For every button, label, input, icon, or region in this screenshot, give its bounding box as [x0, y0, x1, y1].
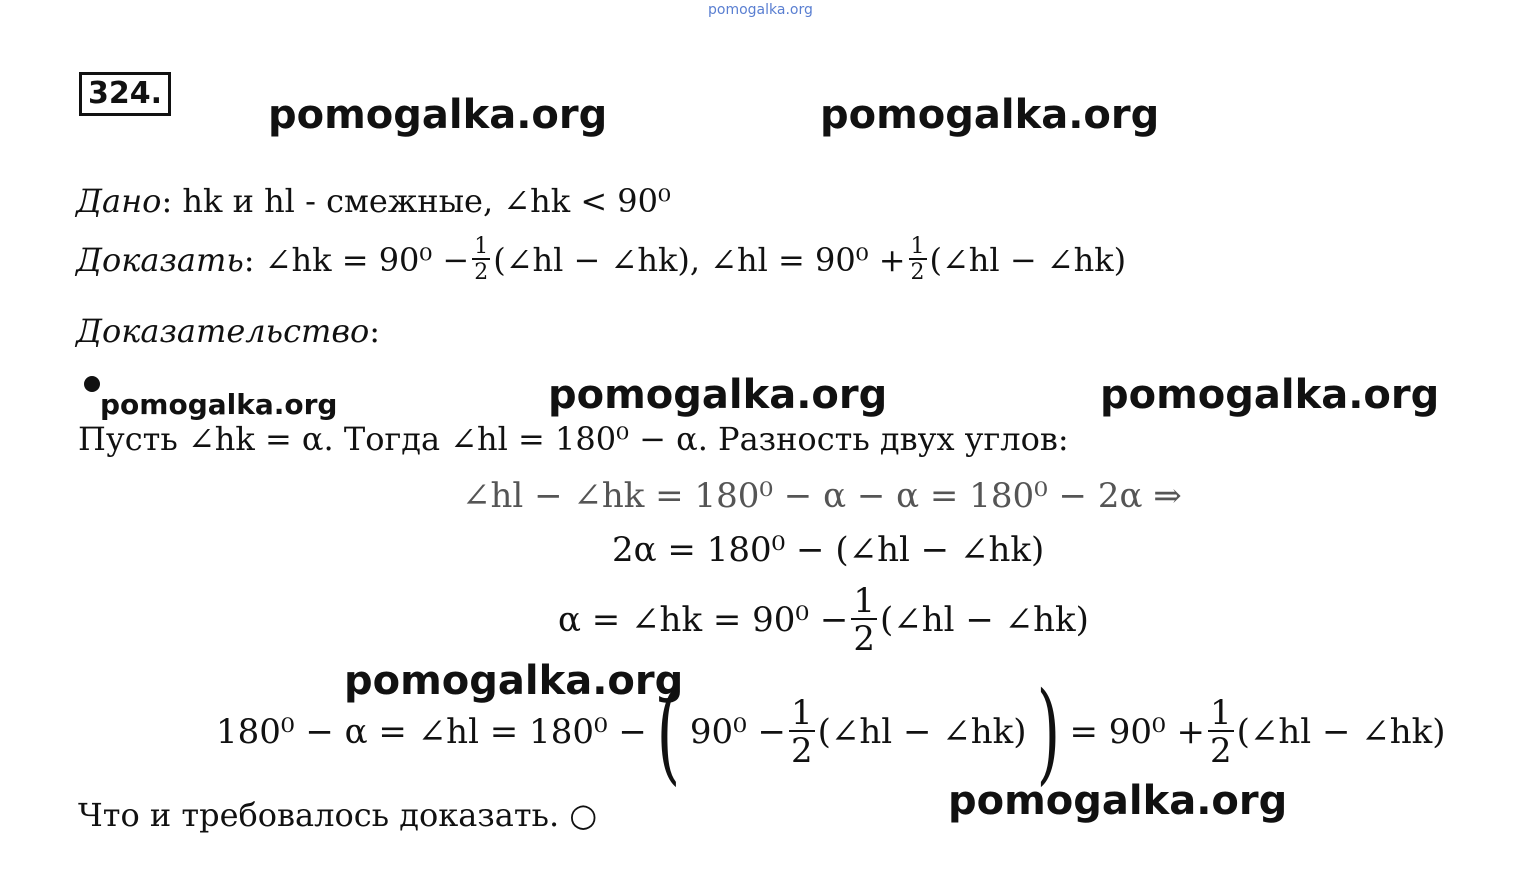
given-label: Дано: [76, 182, 162, 220]
fraction-numerator: 1: [474, 234, 489, 259]
fraction-denominator: 2: [474, 260, 489, 285]
watermark: pomogalka.org: [344, 658, 684, 704]
equation-3: [558, 581, 1089, 659]
prove-label: Доказать: [76, 241, 244, 279]
left-paren: (: [656, 668, 681, 796]
fraction-one-half: [1208, 693, 1234, 771]
bullet-icon: [84, 376, 100, 392]
watermark: pomogalka.org: [100, 388, 338, 421]
given-line: [76, 182, 671, 220]
eq4-right: (∠hl − ∠hk): [1236, 712, 1446, 752]
equation-4: [216, 668, 1446, 796]
step1-text: Пусть ∠hk = α. Тогда ∠hl = 180⁰ − α. Разность двух углов:: [78, 420, 1069, 458]
eq4-inner-left: 90⁰ −: [689, 712, 787, 752]
top-watermark: pomogalka.org: [708, 2, 813, 18]
watermark: pomogalka.org: [948, 778, 1288, 824]
prove-part2: (∠hl − ∠hk), ∠hl = 90⁰ +: [493, 241, 906, 279]
fraction-one-half: [851, 581, 877, 659]
eq3-left: α = ∠hk = 90⁰ −: [558, 600, 849, 640]
conclusion-text: Что и требовалось доказать. ○: [78, 796, 598, 834]
fraction-denominator: 2: [791, 731, 813, 771]
fraction-one-half: [472, 236, 490, 284]
fraction-denominator: 2: [1209, 731, 1232, 771]
problem-number: 324.: [79, 72, 171, 116]
right-paren: ): [1036, 668, 1060, 796]
fraction-numerator: 1: [1209, 693, 1232, 733]
fraction-numerator: 1: [853, 581, 875, 621]
watermark: pomogalka.org: [548, 372, 888, 418]
proof-heading: [76, 312, 380, 350]
watermark: pomogalka.org: [820, 92, 1160, 138]
prove-part1: : ∠hk = 90⁰ −: [243, 241, 470, 279]
watermark: pomogalka.org: [1100, 372, 1440, 418]
fraction-numerator: 1: [910, 234, 925, 259]
eq4-left: 180⁰ − α = ∠hl = 180⁰ −: [216, 712, 647, 752]
fraction-one-half: [909, 236, 927, 284]
equation-2: 2α = 180⁰ − (∠hl − ∠hk): [612, 530, 1045, 570]
proof-label: Доказательство: [76, 312, 370, 350]
equation-1: ∠hl − ∠hk = 180⁰ − α − α = 180⁰ − 2α ⇒: [462, 476, 1182, 516]
fraction-denominator: 2: [853, 619, 875, 659]
proof-colon: :: [369, 312, 381, 350]
fraction-one-half: [789, 693, 815, 771]
watermark: pomogalka.org: [268, 92, 608, 138]
eq4-inner-right: (∠hl − ∠hk): [817, 712, 1027, 752]
eq4-mid: = 90⁰ +: [1069, 712, 1205, 752]
prove-part3: (∠hl − ∠hk): [929, 241, 1127, 279]
fraction-denominator: 2: [910, 260, 925, 285]
fraction-numerator: 1: [791, 693, 813, 733]
given-text: : hk и hl - смежные, ∠hk < 90⁰: [161, 182, 671, 220]
prove-line: [76, 236, 1126, 284]
eq3-right: (∠hl − ∠hk): [880, 600, 1089, 640]
